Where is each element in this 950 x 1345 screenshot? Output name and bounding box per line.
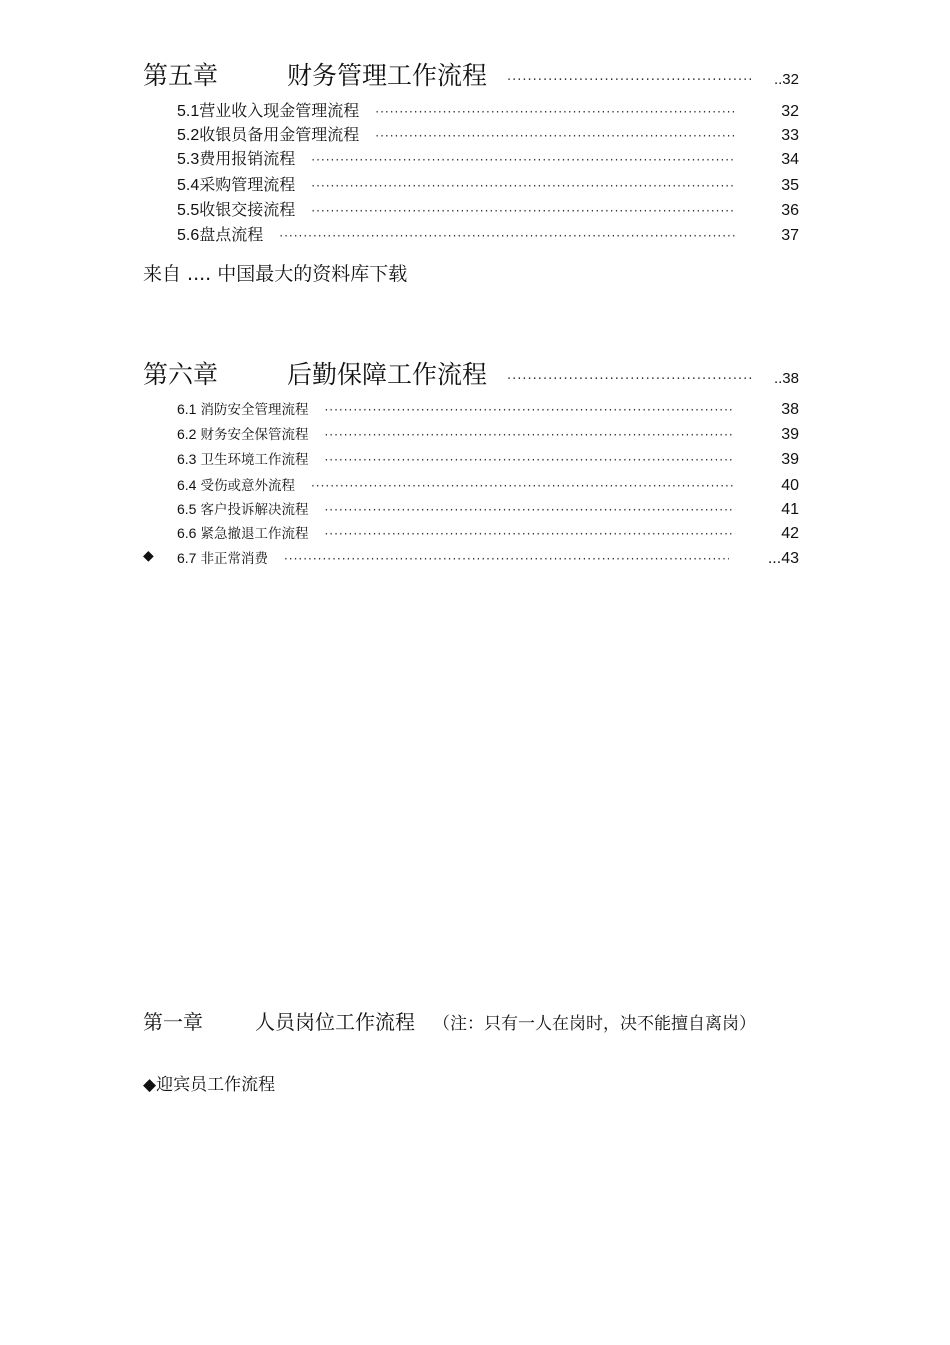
chapter-number: 第一章 bbox=[143, 1010, 203, 1034]
leader-dots bbox=[284, 552, 729, 566]
item-number: 5.3 bbox=[177, 151, 200, 168]
item-title: 紧急撤退工作流程 bbox=[200, 526, 309, 542]
item-number: 6.4 bbox=[177, 477, 197, 493]
item-title: 财务安全保管流程 bbox=[200, 427, 309, 443]
item-number: 5.4 bbox=[177, 177, 200, 194]
chapter-title: 后勤保障工作流程 bbox=[287, 360, 488, 389]
item-number: 5.2 bbox=[177, 127, 200, 144]
toc-chapter-5[interactable] bbox=[143, 56, 799, 90]
chapter-title: 人员岗位工作流程 bbox=[255, 1010, 415, 1034]
item-title: 收银员备用金管理流程 bbox=[199, 125, 360, 144]
item-title: 收银交接流程 bbox=[199, 200, 296, 219]
page-number: 35 bbox=[781, 177, 799, 194]
page-number: ...43 bbox=[767, 550, 799, 567]
item-number: 5.5 bbox=[177, 202, 200, 219]
item-title: 非正常消费 bbox=[200, 551, 268, 567]
toc-item-6-6[interactable] bbox=[177, 522, 799, 544]
item-number: 5.1 bbox=[177, 103, 200, 120]
item-number: 6.6 bbox=[177, 525, 197, 541]
leader-dots bbox=[311, 204, 735, 218]
toc-chapter-6[interactable] bbox=[143, 355, 799, 389]
section-heading: ◆迎宾员工作流程 bbox=[143, 1075, 276, 1095]
leader-dots bbox=[324, 428, 735, 442]
item-title: 营业收入现金管理流程 bbox=[199, 101, 360, 120]
page-number: 37 bbox=[781, 227, 799, 244]
item-title: 费用报销流程 bbox=[199, 149, 296, 168]
leader-dots bbox=[507, 372, 751, 387]
toc-item-6-3[interactable] bbox=[177, 448, 799, 470]
item-title: 卫生环境工作流程 bbox=[200, 452, 309, 468]
toc-item-6-2[interactable] bbox=[177, 423, 799, 445]
toc-item-5-5[interactable] bbox=[177, 197, 799, 219]
leader-dots bbox=[375, 105, 735, 119]
page-number: 42 bbox=[781, 525, 799, 542]
item-title: 盘点流程 bbox=[199, 225, 264, 244]
item-title: 受伤或意外流程 bbox=[200, 478, 295, 494]
page-number: 32 bbox=[781, 103, 799, 120]
page-number: ..32 bbox=[773, 71, 799, 88]
toc-item-5-1[interactable] bbox=[177, 98, 799, 120]
toc-item-5-2[interactable] bbox=[177, 122, 799, 144]
page-number: 38 bbox=[781, 401, 799, 418]
diamond-bullet-icon: ◆ bbox=[143, 548, 154, 564]
item-title: 采购管理流程 bbox=[199, 175, 296, 194]
leader-dots bbox=[324, 527, 735, 541]
item-title: 客户投诉解决流程 bbox=[200, 502, 309, 518]
chapter-number: 第六章 bbox=[143, 360, 219, 389]
leader-dots bbox=[324, 403, 735, 417]
item-number: 6.2 bbox=[177, 426, 197, 442]
toc-item-6-1[interactable] bbox=[177, 398, 799, 420]
page-number: 39 bbox=[781, 451, 799, 468]
item-number: 6.3 bbox=[177, 451, 197, 467]
chapter-number: 第五章 bbox=[143, 61, 219, 90]
page-number: 33 bbox=[781, 127, 799, 144]
body-chapter-heading bbox=[143, 1006, 756, 1035]
item-number: 6.7 bbox=[177, 550, 197, 566]
toc-item-6-7[interactable] bbox=[177, 547, 799, 569]
page-number: 41 bbox=[781, 501, 799, 518]
chapter-note: （注：只有一人在岗时，决不能擅自离岗） bbox=[433, 1014, 756, 1034]
source-line: 来自 .... 中国最大的资料库下载 bbox=[143, 263, 408, 285]
leader-dots bbox=[311, 479, 735, 493]
page-number: 34 bbox=[781, 151, 799, 168]
item-number: 5.6 bbox=[177, 227, 200, 244]
leader-dots bbox=[324, 453, 735, 467]
toc-item-5-6[interactable] bbox=[177, 222, 799, 244]
item-title: 消防安全管理流程 bbox=[200, 402, 309, 418]
toc-item-5-4[interactable] bbox=[177, 172, 799, 194]
toc-item-5-3[interactable] bbox=[177, 146, 799, 168]
leader-dots bbox=[507, 73, 751, 88]
page-number: ..38 bbox=[773, 370, 799, 387]
page-number: 40 bbox=[781, 477, 799, 494]
leader-dots bbox=[324, 503, 735, 517]
chapter-title: 财务管理工作流程 bbox=[287, 61, 488, 90]
toc-item-6-4[interactable] bbox=[177, 474, 799, 496]
item-number: 6.1 bbox=[177, 401, 197, 417]
leader-dots bbox=[311, 179, 735, 193]
leader-dots bbox=[311, 153, 735, 167]
page-number: 36 bbox=[781, 202, 799, 219]
leader-dots bbox=[279, 229, 735, 243]
toc-item-6-5[interactable] bbox=[177, 498, 799, 520]
page-number: 39 bbox=[781, 426, 799, 443]
item-number: 6.5 bbox=[177, 501, 197, 517]
leader-dots bbox=[375, 129, 735, 143]
